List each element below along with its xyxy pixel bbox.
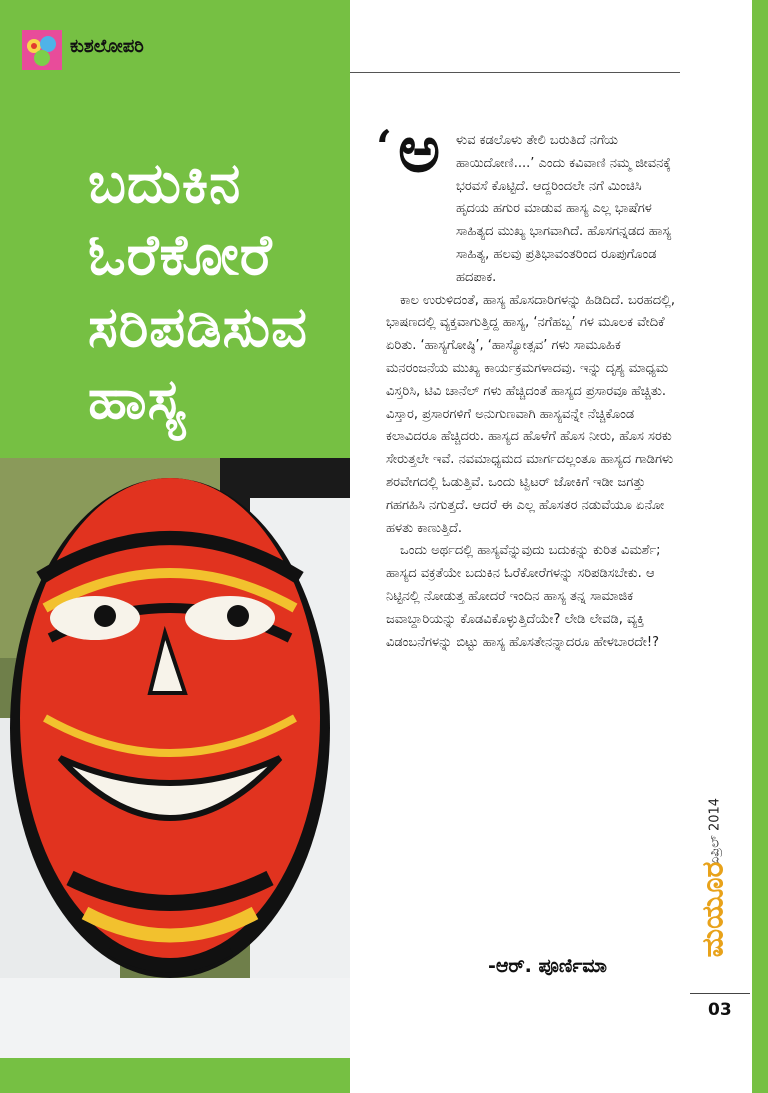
magazine-brand-text: ಮಯೂರ <box>695 861 731 958</box>
title-line-3: ಸರಿಪಡಿಸುವ <box>88 295 308 360</box>
drop-cap: ಅ <box>398 112 441 187</box>
article-paragraph-3: ಒಂದು ಅರ್ಥದಲ್ಲಿ ಹಾಸ್ಯವೆನ್ನುವುದು ಬದುಕನ್ನು ಕುರಿತ ವಿಮರ್ಶೆ; ಹಾಸ್ಯದ ವಕ್ರತೆಯೇ ಬದುಕಿನ ಓರೆಕೋರೆಗಳನ್ನು ಸರಿಪಡಿಸಬೇಕು. ಆ ನಿಟ್ಟಿನಲ್ಲಿ ನೋಡುತ್ತ ಹೋದರೆ ಇಂದಿನ ಹಾಸ್ಯ ತನ್ನ ಸಾಮಾಜಿಕ ಜವಾಬ್ದಾರಿಯನ್ನು ಕೊಡವಿಕೊಳ್ಳುತ್ತಿದೆಯೇ? ಲೇಡಿ ಲೇವಡಿ, ವ್ಯಕ್ತಿ ವಿಡಂಬನೆಗಳನ್ನು ಬಿಟ್ಟು ಹಾಸ್ಯ ಹೊಸತೇನನ್ನಾದರೂ ಹೇಳಬಾರದೇ!? <box>386 543 661 650</box>
issue-date-text: ಏಪ್ರಿಲ್ 2014 <box>707 797 723 866</box>
page-number: 03 <box>708 1000 732 1020</box>
section-label: ಕುಶಲೋಪರಿ <box>70 36 144 57</box>
article-body <box>386 130 678 654</box>
mask-photo <box>0 458 350 1058</box>
title-line-4: ಹಾಸ್ಯ <box>88 367 187 432</box>
title-line-2: ಓರೆಕೋರೆ <box>88 223 273 288</box>
article-paragraph-1: ಳುವ ಕಡಲೊಳು ತೇಲಿ ಬರುತಿದೆ ನಗೆಯ ಹಾಯಿದೋಣಿ....’ ಎಂದು ಕವಿವಾಣಿ ನಮ್ಮ ಜೀವನಕ್ಕೆ ಭರವಸೆ ಕೊಟ್ಟಿದೆ. ಆದ್ದರಿಂದಲೇ ನಗೆ ಮಿಂಚಿಸಿ ಹೃದಯ ಹಗುರ ಮಾಡುವ ಹಾಸ್ಯ ಎಲ್ಲ ಭಾಷೆಗಳ ಸಾಹಿತ್ಯದ ಮುಖ್ಯ ಭಾಗವಾಗಿದೆ. ಹೊಸಗನ್ನಡದ ಹಾಸ್ಯ ಸಾಹಿತ್ಯ, ಹಲವು ಪ್ರತಿಭಾವಂತರಿಂದ ರೂಪುಗೊಂಡ ಹದಪಾಕ. <box>456 133 672 285</box>
article-paragraph-2: ಕಾಲ ಉರುಳಿದಂತೆ, ಹಾಸ್ಯ ಹೊಸದಾರಿಗಳನ್ನು ಹಿಡಿದಿದೆ. ಬರಹದಲ್ಲಿ, ಭಾಷಣದಲ್ಲಿ ವ್ಯಕ್ತವಾಗುತ್ತಿದ್ದ ಹಾಸ್ಯ, ‘ನಗೆಹಬ್ಬ’ ಗಳ ಮೂಲಕ ವೇದಿಕೆ ಏರಿತು. ‘ಹಾಸ್ಯಗೋಷ್ಠಿ’, ‘ಹಾಸ್ಯೋತ್ಸವ’ ಗಳು ಸಾಮೂಹಿಕ ಮನರಂಜನೆಯ ಮುಖ್ಯ ಕಾರ್ಯಕ್ರಮಗಳಾದವು. ಇನ್ನು ದೃಶ್ಯ ಮಾಧ್ಯಮ ವಿಸ್ತರಿಸಿ, ಟಿವಿ ಚಾನೆಲ್ ಗಳು ಹೆಚ್ಚಿದಂತೆ ಹಾಸ್ಯದ ಪ್ರಸಾರವೂ ಹೆಚ್ಚಿತು. ವಿಸ್ತಾರ, ಪ್ರಸಾರಗಳಿಗೆ ಅನುಗುಣವಾಗಿ ಹಾಸ್ಯವನ್ನೇ ನೆಚ್ಚಿಕೊಂಡ ಕಲಾವಿದರೂ ಹೆಚ್ಚಿದರು. ಹಾಸ್ಯದ ಹೊಳೆಗೆ ಹೊಸ ನೀರು, ಹೊಸ ಸರಕು ಸೇರುತ್ತಲೇ ಇವೆ. ನವಮಾಧ್ಯಮದ ಮಾರ್ಗದಲ್ಲಂತೂ ಹಾಸ್ಯದ ಗಾಡಿಗಳು ಶರವೇಗದಲ್ಲಿ ಓಡುತ್ತಿವೆ. ಒಂದು ಟ್ವಿಟರ್ ಜೋಕಿಗೆ ಇಡೀ ಜಗತ್ತು ಗಹಗಹಿಸಿ ನಗುತ್ತದೆ. ಆದರೆ ಈ ಎಲ್ಲ ಹೊಸತರ ನಡುವೆಯೂ ಏನೋ ಹಳತು ಕಾಣುತ್ತಿದೆ. <box>386 292 676 536</box>
author-byline: -ಆರ್. ಪೂರ್ಣಿಮಾ <box>488 955 607 977</box>
article-title <box>88 148 350 436</box>
header-rule <box>350 72 680 73</box>
page-number-rule <box>690 993 750 994</box>
opening-quote-mark: ‘ <box>376 120 393 174</box>
green-panel-bottom <box>0 1058 350 1093</box>
magazine-brand <box>688 852 738 982</box>
title-line-1: ಬದುಕಿನ <box>88 151 242 216</box>
right-accent-stripe <box>752 0 768 1093</box>
section-logo-icon <box>22 30 62 70</box>
